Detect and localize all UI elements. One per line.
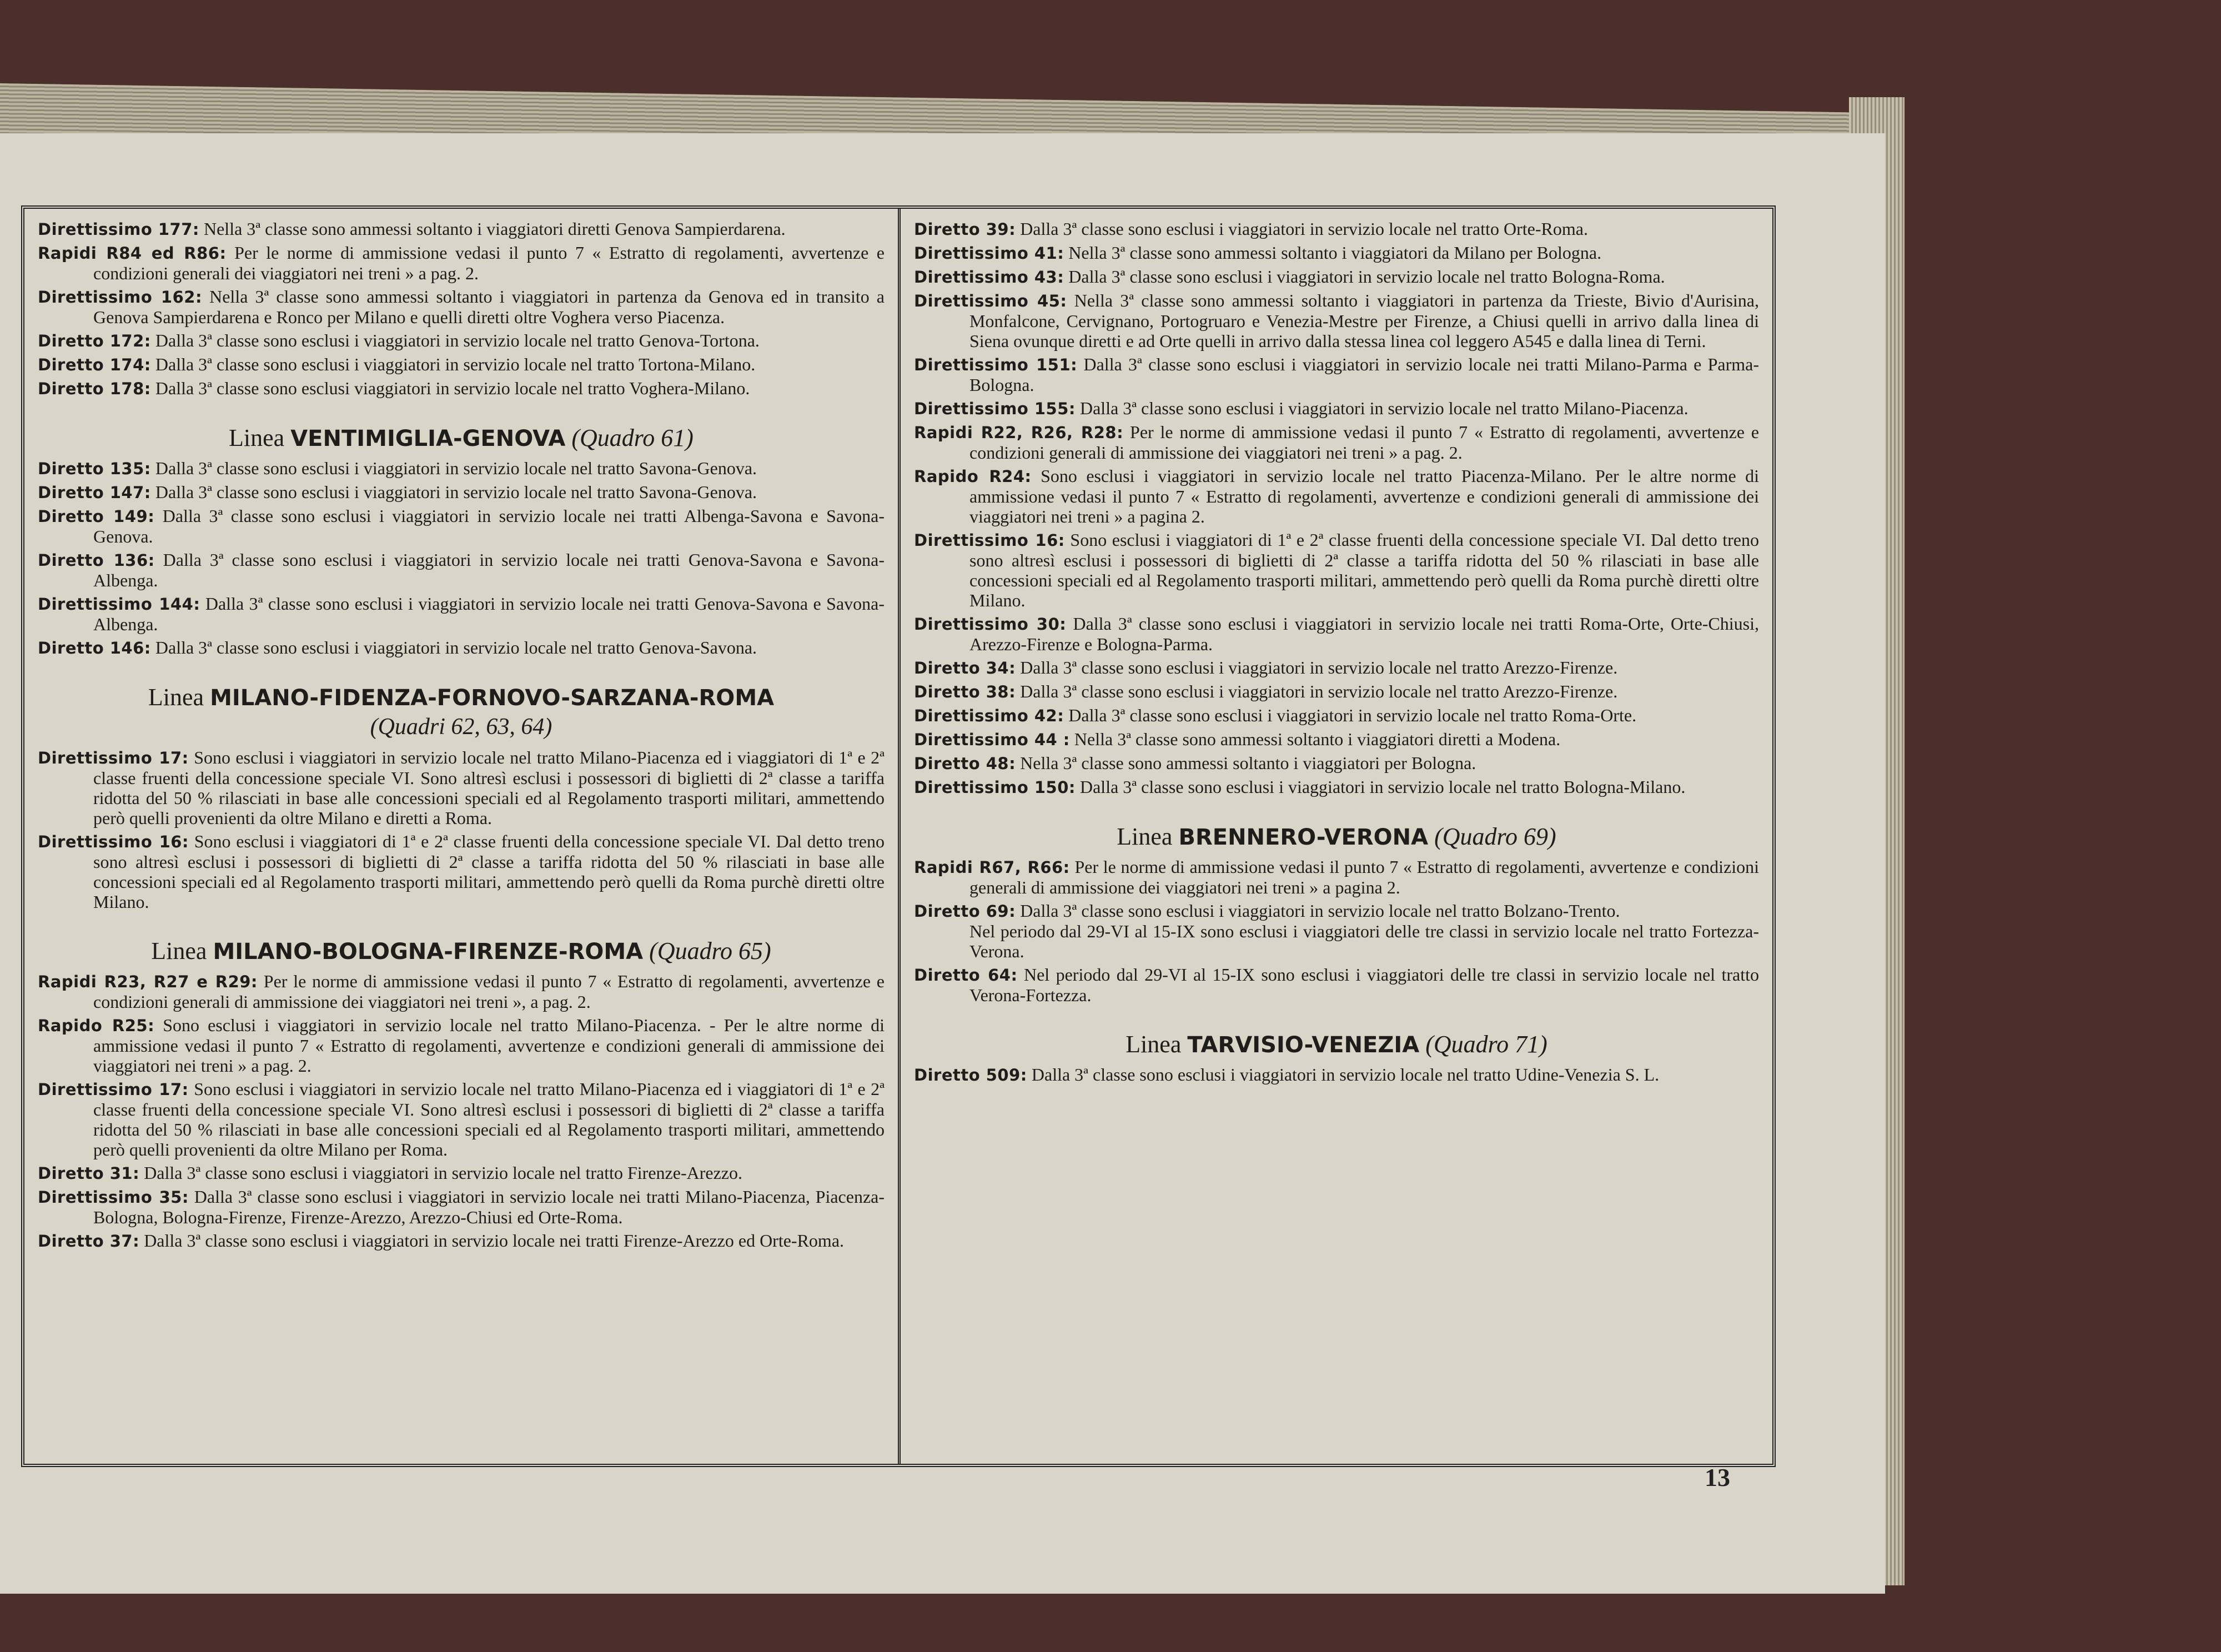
notice-entry: Diretto 34: Dalla 3ª classe sono esclusi i viaggiatori in servizio locale nel tratto Arezzo-Firenze. [914, 657, 1618, 677]
right-intro-entries [914, 219, 1759, 797]
section-quadro-milano-fidenza: (Quadri 62, 63, 64) [370, 714, 552, 740]
notice-entry: Diretto 172: Dalla 3ª classe sono esclusi i viaggiatori in servizio locale nel tratto Genova-Tortona. [38, 330, 760, 350]
notice-entry: Direttissimo 44 : Nella 3ª classe sono ammessi soltanto i viaggiatori diretti a Modena. [914, 729, 1561, 749]
notice-entry: Rapido R25: Sono esclusi i viaggiatori in servizio locale nel tratto Milano-Piacenza. - Per le altre norme di ammissione vedasi il punto 7 « Estratto di regolamenti, avvertenze e condizioni generali di ammissione dei viaggiatori nei treni » a pag. 2. [38, 1015, 885, 1076]
notice-entry: Diretto 136: Dalla 3ª classe sono esclusi i viaggiatori in servizio locale nei tratti Genova-Savona e Savona-Albenga. [38, 550, 885, 590]
book-page [0, 133, 1885, 1594]
notice-entry: Diretto 149: Dalla 3ª classe sono esclusi i viaggiatori in servizio locale nei tratti Albenga-Savona e Savona-Genova. [38, 506, 885, 546]
notice-entry: Direttissimo 155: Dalla 3ª classe sono esclusi i viaggiatori in servizio locale nel tratto Milano-Piacenza. [914, 398, 1689, 418]
section-heading-milano-bologna: Linea MILANO-BOLOGNA-FIRENZE-ROMA (Quadro 65) [151, 937, 771, 965]
timetable-frame [21, 205, 1776, 1467]
notice-entry: Direttissimo 16: Sono esclusi i viaggiatori di 1ª e 2ª classe fruenti della concessione speciale VI. Dal detto treno sono altresì esclusi i possessori di biglietti di 2ª classe a tariffa ridotta del 50 % rilasciati in base alle concessioni speciali ed al Regolamento trasporti militari, ammettendo però quelli da Roma purchè diretti oltre Milano. [914, 530, 1760, 610]
notice-entry: Diretto 48: Nella 3ª classe sono ammessi soltanto i viaggiatori per Bologna. [914, 753, 1476, 773]
notice-entry: Diretto 178: Dalla 3ª classe sono esclusi viaggiatori in servizio locale nel tratto Voghera-Milano. [38, 378, 750, 398]
notice-entry: Diretto 31: Dalla 3ª classe sono esclusi i viaggiatori in servizio locale nel tratto Firenze-Arezzo. [38, 1163, 742, 1183]
notice-entry: Rapido R24: Sono esclusi i viaggiatori in servizio locale nel tratto Piacenza-Milano. Per le altre norme di ammissione vedasi il punto 7 « Estratto di regolamenti, avvertenze e condizioni generali di ammissione dei viaggiatori nei treni » a pagina 2. [914, 466, 1760, 526]
section-heading-ventimiglia-genova: Linea VENTIMIGLIA-GENOVA (Quadro 61) [229, 424, 694, 451]
notice-entry: Direttissimo 150: Dalla 3ª classe sono esclusi i viaggiatori in servizio locale nel tratto Bologna-Milano. [914, 777, 1686, 797]
notice-entry: Diretto 174: Dalla 3ª classe sono esclusi i viaggiatori in servizio locale nel tratto Tortona-Milano. [38, 354, 756, 374]
notice-entry: Diretto 509: Dalla 3ª classe sono esclusi i viaggiatori in servizio locale nel tratto Udine-Venezia S. L. [914, 1064, 1660, 1084]
notice-entry: Direttissimo 17: Sono esclusi i viaggiatori in servizio locale nel tratto Milano-Piacenza ed i viaggiatori di 1ª e 2ª classe fruenti della concessione speciale VI. Sono altresì esclusi i possessori di biglietti di 2ª classe a tariffa ridotta del 50 % rilasciati in base alle concessioni speciali ed al Regolamento trasporti militari, ammettendo però quelli provenienti da oltre Milano per Roma. [38, 1079, 885, 1159]
notice-entry: Rapidi R84 ed R86: Per le norme di ammissione vedasi il punto 7 « Estratto di regolamenti, avvertenze e condizioni generali dei viaggiatori nei treni » a pag. 2. [38, 243, 885, 283]
notice-entry: Diretto 69: Dalla 3ª classe sono esclusi i viaggiatori in servizio locale nel tratto Bolzano-Trento. Nel periodo dal 29-VI al 15-IX sono esclusi i viaggiatori delle tre classi in servizio locale nel tratto Fortezza-Verona. [914, 901, 1759, 961]
notice-entry: Direttissimo 151: Dalla 3ª classe sono esclusi i viaggiatori in servizio locale nei tratti Milano-Parma e Parma-Bologna. [914, 354, 1760, 395]
notice-entry: Diretto 64: Nel periodo dal 29-VI al 15-IX sono esclusi i viaggiatori delle tre classi in servizio locale nel tratto Verona-Fortezza. [914, 965, 1760, 1005]
left-intro-entries [38, 219, 885, 399]
notice-entry: Diretto 37: Dalla 3ª classe sono esclusi i viaggiatori in servizio locale nei tratti Firenze-Arezzo ed Orte-Roma. [38, 1231, 845, 1251]
notice-entry: Direttissimo 45: Nella 3ª classe sono ammessi soltanto i viaggiatori in partenza da Trieste, Bivio d'Aurisina, Monfalcone, Cervignano, Portogruaro e Venezia-Mestre per Firenze, a Chiusi quelli in arrivo dalla linea di Siena ovunque diretti e ad Orte quelli in arrivo dalla stessa linea col leggero A545 e dalla linea di Terni. [914, 290, 1759, 351]
notice-entry: Direttissimo 42: Dalla 3ª classe sono esclusi i viaggiatori in servizio locale nel tratto Roma-Orte. [914, 705, 1637, 725]
notice-entry: Rapidi R22, R26, R28: Per le norme di ammissione vedasi il punto 7 « Estratto di regolamenti, avvertenze e condizioni generali di ammissione dei viaggiatori nei treni » a pag. 2. [914, 422, 1760, 463]
page-number: 13 [1705, 1463, 1730, 1492]
notice-entry: Direttissimo 41: Nella 3ª classe sono ammessi soltanto i viaggiatori da Milano per Bologna. [914, 243, 1602, 263]
notice-entry: Diretto 135: Dalla 3ª classe sono esclusi i viaggiatori in servizio locale nel tratto Savona-Genova. [38, 458, 757, 478]
notice-entry: Diretto 39: Dalla 3ª classe sono esclusi i viaggiatori in servizio locale nel tratto Orte-Roma. [914, 219, 1588, 239]
notice-entry: Direttissimo 43: Dalla 3ª classe sono esclusi i viaggiatori in servizio locale nel tratto Bologna-Roma. [914, 267, 1665, 287]
left-column [24, 209, 901, 1464]
notice-entry: Direttissimo 30: Dalla 3ª classe sono esclusi i viaggiatori in servizio locale nei tratti Roma-Orte, Orte-Chiusi, Arezzo-Firenze e Bologna-Parma. [914, 614, 1760, 654]
notice-entry: Direttissimo 17: Sono esclusi i viaggiatori in servizio locale nel tratto Milano-Piacenza ed i viaggiatori di 1ª e 2ª classe fruenti della concessione speciale VI. Sono altresì esclusi i possessori di biglietti di 2ª classe a tariffa ridotta del 50 % rilasciati in base alle concessioni speciali ed al Regolamento trasporti militari, ammettendo però quelli provenienti da oltre Milano e diretti a Roma. [38, 747, 885, 828]
right-column [901, 209, 1772, 1464]
notice-entry: Diretto 38: Dalla 3ª classe sono esclusi i viaggiatori in servizio locale nel tratto Arezzo-Firenze. [914, 681, 1618, 701]
section-heading-brennero-verona: Linea BRENNERO-VERONA (Quadro 69) [1117, 823, 1556, 850]
notice-entry: Direttissimo 177: Nella 3ª classe sono ammessi soltanto i viaggiatori diretti Genova Sampierdarena. [38, 219, 786, 239]
notice-entry: Direttissimo 35: Dalla 3ª classe sono esclusi i viaggiatori in servizio locale nei tratti Milano-Piacenza, Piacenza-Bologna, Bologna-Firenze, Firenze-Arezzo, Arezzo-Chiusi ed Orte-Roma. [38, 1187, 885, 1227]
notice-entry: Direttissimo 144: Dalla 3ª classe sono esclusi i viaggiatori in servizio locale nei tratti Genova-Savona e Savona-Albenga. [38, 594, 885, 634]
section-heading-tarvisio-venezia: Linea TARVISIO-VENEZIA (Quadro 71) [1125, 1031, 1547, 1058]
notice-entry: Diretto 146: Dalla 3ª classe sono esclusi i viaggiatori in servizio locale nel tratto Genova-Savona. [38, 637, 757, 657]
notice-entry: Rapidi R23, R27 e R29: Per le norme di ammissione vedasi il punto 7 « Estratto di regolamenti, avvertenze e condizioni generali di ammissione dei viaggiatori nei treni », a pag. 2. [38, 971, 885, 1012]
section-heading-milano-fidenza: Linea MILANO-FIDENZA-FORNOVO-SARZANA-ROMA [148, 684, 775, 711]
notice-entry: Diretto 147: Dalla 3ª classe sono esclusi i viaggiatori in servizio locale nel tratto Savona-Genova. [38, 482, 757, 502]
notice-entry: Direttissimo 162: Nella 3ª classe sono ammessi soltanto i viaggiatori in partenza da Genova ed in transito a Genova Sampierdarena e Ronco per Milano e quelli diretti oltre Voghera verso Piacenza. [38, 287, 885, 327]
notice-entry-extra: Nel periodo dal 29-VI al 15-IX sono esclusi i viaggiatori delle tre classi in servizio locale nel tratto Fortezza-Verona. [969, 921, 1759, 961]
notice-entry: Direttissimo 16: Sono esclusi i viaggiatori di 1ª e 2ª classe fruenti della concessione speciale VI. Dal detto treno sono altresì esclusi i possessori di biglietti di 2ª classe a tariffa ridotta del 50 % rilasciati in base alle concessioni speciali ed al Regolamento trasporti militari, ammettendo però quelli da Roma purchè diretti oltre Milano. [38, 831, 885, 912]
notice-entry: Rapidi R67, R66: Per le norme di ammissione vedasi il punto 7 « Estratto di regolamenti, avvertenze e condizioni generali di ammissione dei viaggiatori nei treni » a pagina 2. [914, 857, 1760, 897]
